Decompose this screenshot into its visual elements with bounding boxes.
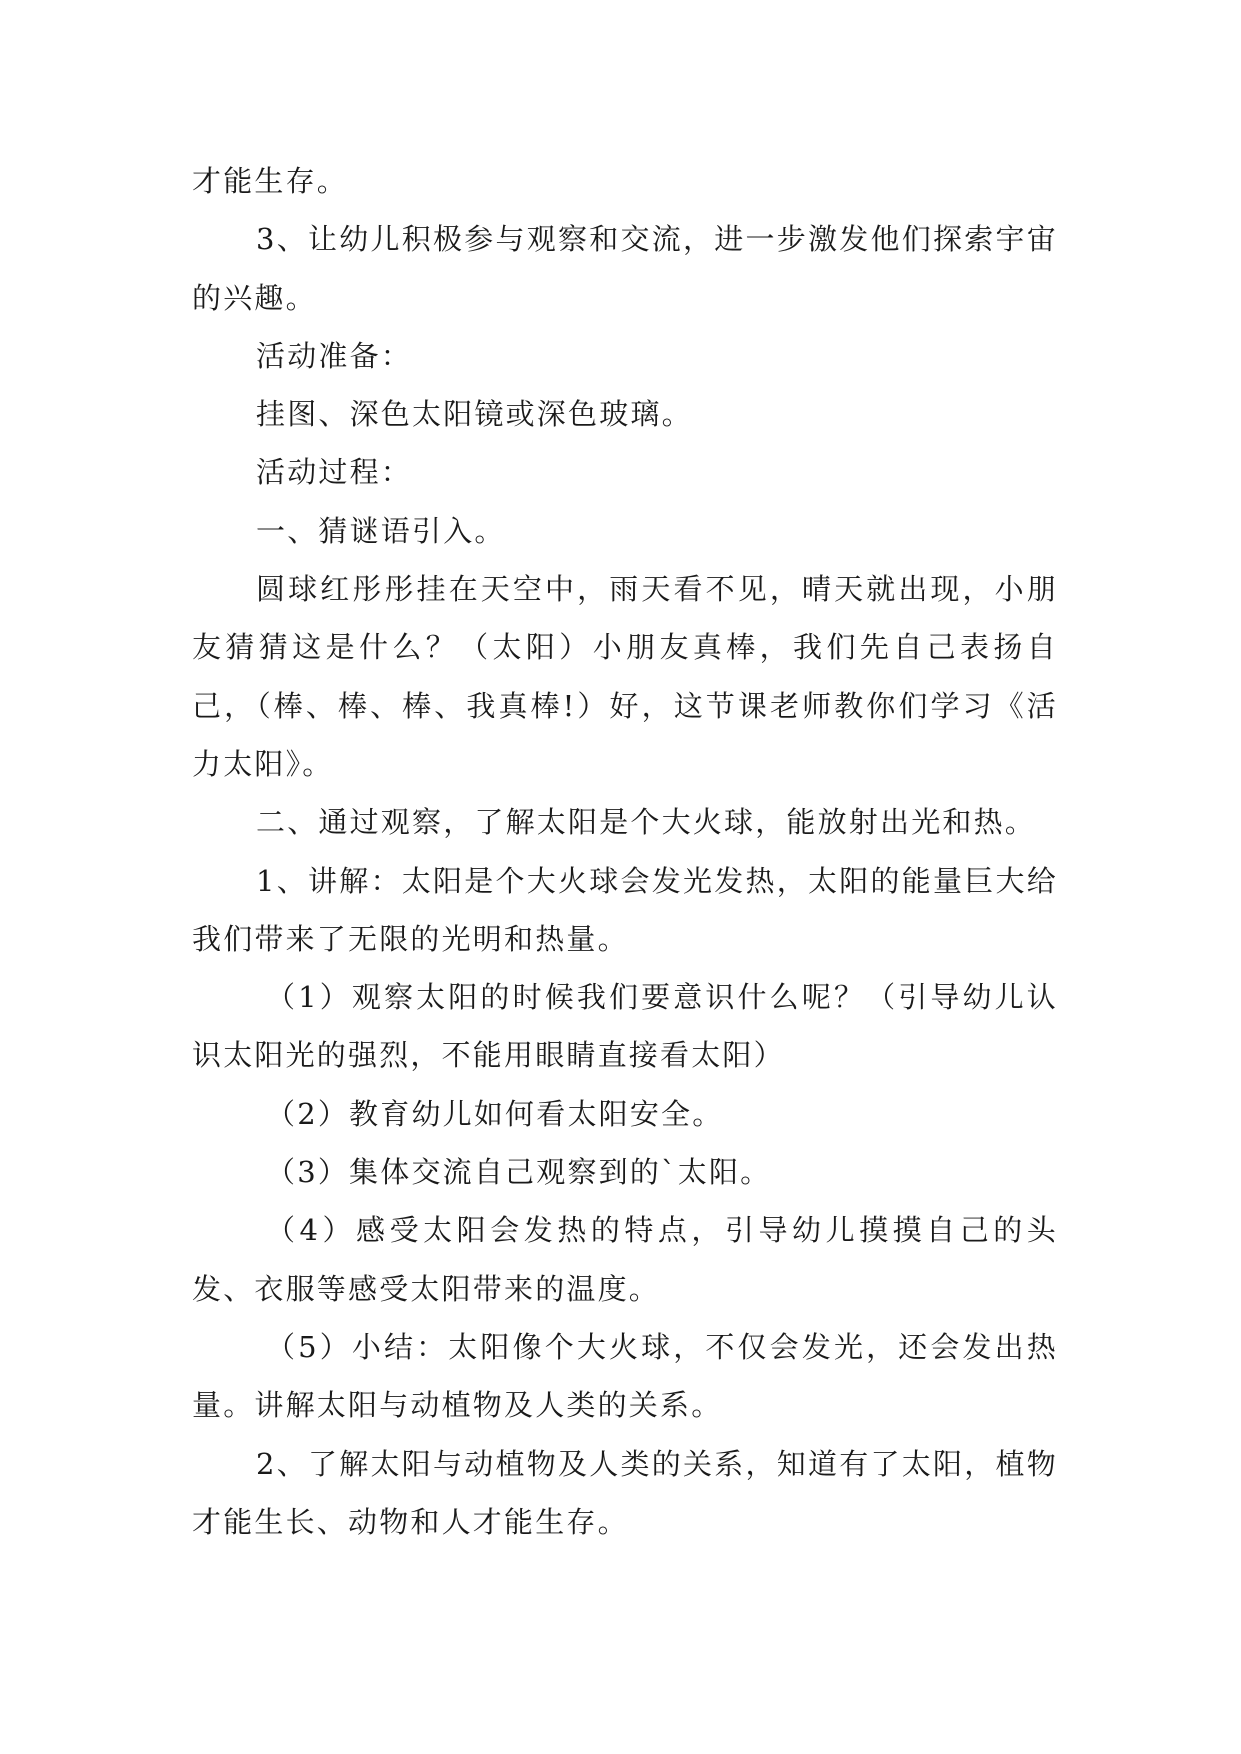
- paragraph-sub-3: （3）集体交流自己观察到的`太阳。: [266, 1155, 772, 1190]
- heading-step-2: 二、通过观察，了解太阳是个大火球，能放射出光和热。: [256, 805, 1037, 840]
- paragraph-explanation-1: 1、讲解：太阳是个大火球会发光发热，太阳的能量巨大给我们带来了无限的光明和热量。: [192, 863, 1058, 956]
- paragraph-sub-4: （4）感受太阳会发热的特点，引导幼儿摸摸自己的头发、衣服等感受太阳带来的温度。: [192, 1213, 1058, 1306]
- paragraph-explanation-2: 2、了解太阳与动植物及人类的关系，知道有了太阳，植物才能生长、动物和人才能生存。: [192, 1446, 1058, 1539]
- paragraph-continuation: 才能生存。: [192, 164, 349, 198]
- paragraph-sub-5: （5）小结：太阳像个大火球，不仅会发光，还会发出热量。讲解太阳与动植物及人类的关系。: [192, 1329, 1058, 1423]
- heading-process: 活动过程：: [256, 455, 413, 490]
- document-body: [192, 152, 1058, 1551]
- paragraph-goal-3: 3、让幼儿积极参与观察和交流，进一步激发他们探索宇宙的兴趣。: [192, 222, 1058, 315]
- paragraph-sub-1: （1）观察太阳的时候我们要意识什么呢？（引导幼儿认识太阳光的强烈，不能用眼睛直接看太阳）: [192, 980, 1058, 1073]
- paragraph-riddle: 圆球红彤彤挂在天空中，雨天看不见，晴天就出现，小朋友猜猜这是什么？（太阳）小朋友真棒，我们先自己表扬自己，（棒、棒、棒、我真棒!）好，这节课老师教你们学习《活力太阳》。: [192, 572, 1058, 781]
- heading-step-1: 一、猜谜语引入。: [256, 513, 506, 548]
- paragraph-materials: 挂图、深色太阳镜或深色玻璃。: [256, 397, 693, 432]
- paragraph-sub-2: （2）教育幼儿如何看太阳安全。: [266, 1096, 724, 1131]
- heading-preparation: 活动准备：: [256, 338, 413, 373]
